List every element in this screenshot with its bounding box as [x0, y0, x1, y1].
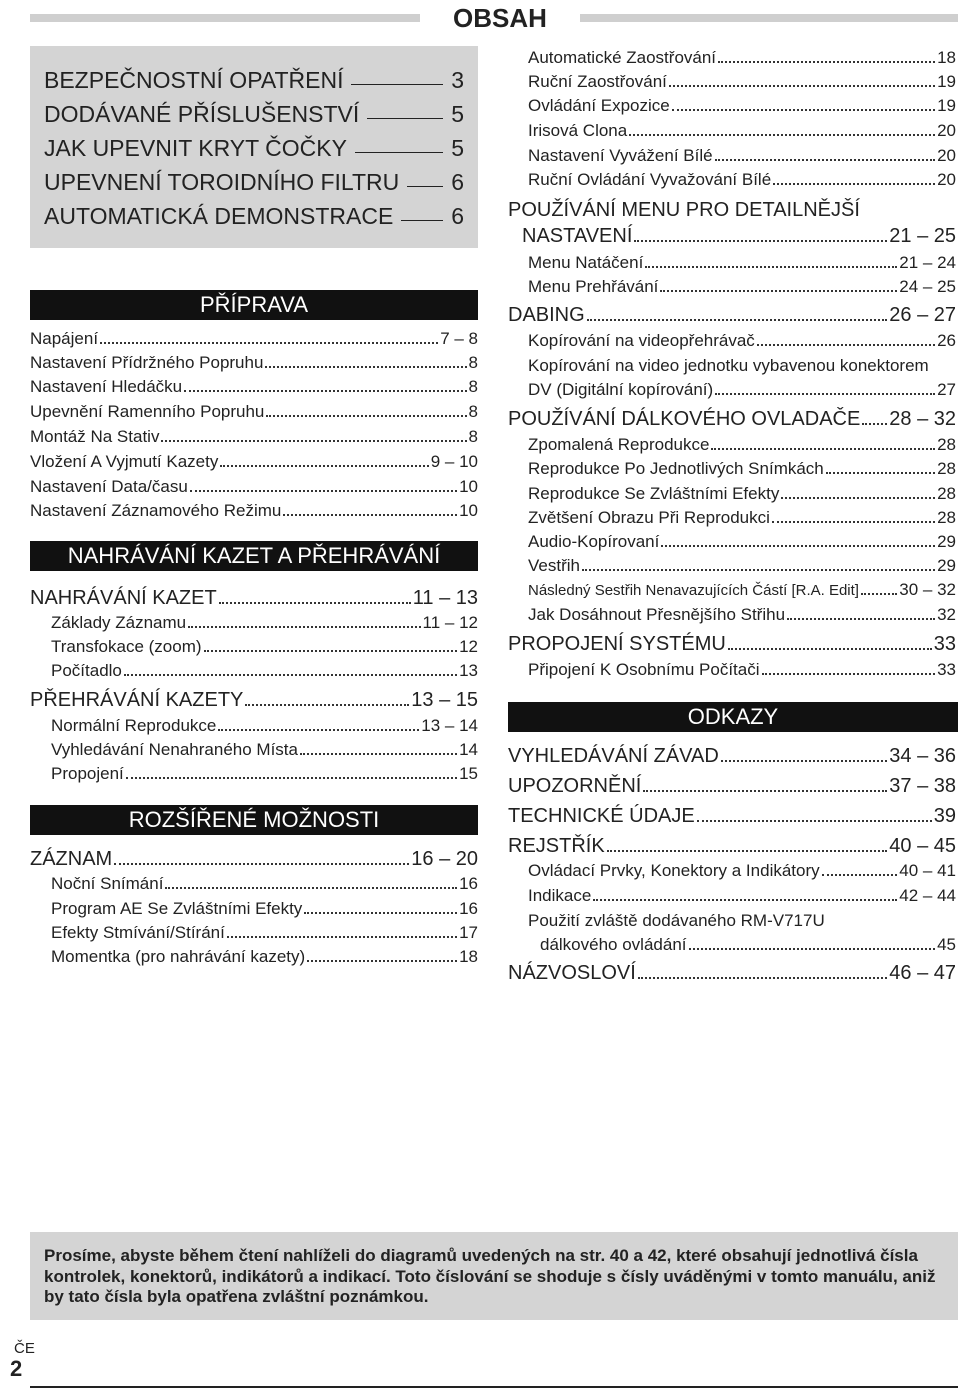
- toc-label: Noční Snímání: [51, 874, 164, 893]
- toc-entry[interactable]: [528, 169, 956, 193]
- toc-page: 33: [937, 660, 956, 679]
- toc-page: 21 – 25: [889, 225, 956, 247]
- toc-entry[interactable]: [528, 434, 956, 458]
- toc-entry[interactable]: [528, 458, 956, 482]
- toc-page: 27: [937, 380, 956, 399]
- toc-group-label[interactable]: POUŽÍVÁNÍ MENU PRO DETAILNĚJŠÍ: [508, 199, 860, 221]
- toc-label: NASTAVENÍ: [522, 225, 633, 247]
- toc-entry[interactable]: [44, 166, 464, 196]
- toc-page: 9 – 10: [430, 452, 478, 471]
- toc-entry-label[interactable]: Kopírování na video jednotku vybavenou konektorem: [528, 356, 929, 375]
- toc-entry[interactable]: [51, 922, 478, 946]
- toc-entry-label[interactable]: Použití zvláště dodávaného RM-V717U: [528, 911, 825, 930]
- toc-page: 16: [459, 874, 478, 893]
- toc-label: Počítadlo: [51, 661, 122, 680]
- toc-label: Vložení A Vyjmutí Kazety: [30, 452, 219, 471]
- toc-group-entry[interactable]: [30, 847, 478, 873]
- toc-page: 46 – 47: [889, 962, 956, 984]
- toc-label: Následný Sestřih Nenavazujících Částí [R.A. Edit]: [528, 582, 859, 599]
- toc-group-entry[interactable]: [508, 744, 956, 770]
- toc-group-entry[interactable]: [522, 224, 956, 250]
- toc-label: Ovládání Expozice: [528, 96, 670, 115]
- toc-group-entry[interactable]: [508, 961, 956, 987]
- toc-label: UPEVNENÍ TOROIDNÍHO FILTRU: [44, 169, 400, 195]
- toc-page: 3: [451, 67, 464, 93]
- toc-entry[interactable]: [528, 330, 956, 354]
- toc-page: 37 – 38: [889, 775, 956, 797]
- toc-page: 28: [937, 459, 956, 478]
- note-text: Prosíme, abyste během čtení nahlíželi do diagramů uvedených na str. 40 a 42, které obsahují jednotlivá čísla kontrolek, konektorů, indikátorů a indikací. Toto číslování se shoduje s čísly uváděnými v tomto manuálu, aniž by tato čísla byla opatřena zvláštní poznámkou.: [44, 1246, 936, 1306]
- section-heading-odkazy: ODKAZY: [508, 702, 958, 732]
- toc-page: 15: [459, 764, 478, 783]
- toc-entry[interactable]: [528, 659, 956, 683]
- toc-entry[interactable]: [528, 95, 956, 119]
- toc-label: Nastavení Záznamového Režimu: [30, 501, 282, 520]
- toc-label: Efekty Stmívání/Stírání: [51, 923, 225, 942]
- toc-label: Automatické Zaostřování: [528, 48, 717, 67]
- toc-label: Momentka (pro nahrávání kazety): [51, 947, 306, 966]
- toc-page: 29: [937, 556, 956, 575]
- toc-page: 28: [937, 435, 956, 454]
- note-box: [30, 1232, 958, 1320]
- toc-page: 18: [459, 947, 478, 966]
- toc-entry[interactable]: [30, 476, 478, 500]
- toc-page: 5: [451, 101, 464, 127]
- toc-page: 21 – 24: [899, 253, 956, 272]
- toc-page: 18: [937, 48, 956, 67]
- toc-page: 30 – 32: [899, 580, 956, 599]
- page-number: 2: [10, 1356, 23, 1381]
- toc-group-entry[interactable]: [30, 586, 478, 612]
- toc-entry[interactable]: [528, 555, 956, 579]
- toc-entry[interactable]: [528, 276, 956, 300]
- toc-page: 28: [937, 484, 956, 503]
- toc-label: Napájení: [30, 329, 99, 348]
- toc-page: 20: [937, 121, 956, 140]
- toc-entry[interactable]: [51, 946, 478, 970]
- toc-entry[interactable]: [528, 47, 956, 71]
- section-heading-rozsirene: ROZŠÍŘENÉ MOŽNOSTI: [30, 805, 478, 835]
- toc-label: Ruční Zaostřování: [528, 72, 667, 91]
- toc-page: 11 – 13: [412, 587, 478, 609]
- toc-label: Připojení K Osobnímu Počítači: [528, 660, 760, 679]
- page-title: OBSAH: [420, 0, 580, 34]
- section-heading-nahravani: NAHRÁVÁNÍ KAZET A PŘEHRÁVÁNÍ: [30, 541, 478, 571]
- toc-page: 16: [459, 899, 478, 918]
- toc-label: PŘEHRÁVÁNÍ KAZETY: [30, 689, 244, 711]
- toc-entry[interactable]: [30, 401, 478, 425]
- toc-entry[interactable]: [528, 531, 956, 555]
- footer-rule: [30, 1386, 958, 1388]
- toc-label: Menu Prehřávání: [528, 277, 659, 296]
- toc-label: Jak Dosáhnout Přesnějšího Střihu: [528, 605, 786, 624]
- toc-page: 26: [937, 331, 956, 350]
- toc-label: NÁZVOSLOVÍ: [508, 962, 636, 984]
- toc-label: Nastavení Vyvážení Bílé: [528, 146, 713, 165]
- toc-label: Montáž Na Stativ: [30, 427, 160, 446]
- toc-page: 39: [933, 805, 956, 827]
- toc-page: 19: [937, 72, 956, 91]
- toc-label: TECHNICKÉ ÚDAJE: [508, 805, 695, 827]
- toc-label: VYHLEDÁVÁNÍ ZÁVAD: [508, 745, 719, 767]
- toc-entry[interactable]: [30, 376, 478, 400]
- toc-page: 33: [933, 633, 956, 655]
- toc-label: Audio-Kopírovaní: [528, 532, 660, 551]
- toc-entry[interactable]: [30, 328, 478, 352]
- toc-label: DABING: [508, 304, 585, 326]
- toc-group-entry[interactable]: [30, 688, 478, 714]
- toc-page: 16 – 20: [411, 848, 478, 870]
- toc-entry[interactable]: [528, 507, 956, 531]
- toc-page: 20: [937, 170, 956, 189]
- toc-page: 26 – 27: [889, 304, 956, 326]
- toc-entry[interactable]: [51, 612, 478, 636]
- toc-entry[interactable]: [51, 715, 478, 739]
- toc-label: Základy Záznamu: [51, 613, 187, 632]
- toc-entry[interactable]: [51, 763, 478, 787]
- toc-entry[interactable]: [528, 580, 956, 604]
- toc-page: 19: [937, 96, 956, 115]
- toc-label: REJSTŘÍK: [508, 835, 605, 857]
- toc-group-entry[interactable]: [508, 774, 956, 800]
- toc-entry[interactable]: [44, 64, 464, 94]
- toc-label: Vestřih: [528, 556, 580, 575]
- toc-label: Normální Reprodukce: [51, 716, 217, 735]
- toc-page: 28 – 32: [889, 408, 956, 430]
- toc-label: Nastavení Data/času: [30, 477, 188, 496]
- toc-label: POUŽÍVÁNÍ DÁLKOVÉHO OVLADAČE: [508, 408, 861, 430]
- toc-page: 5: [451, 135, 464, 161]
- toc-label: Reprodukce Po Jednotlivých Snímkách: [528, 459, 824, 478]
- toc-page: 8: [468, 427, 478, 446]
- toc-entry[interactable]: [51, 898, 478, 922]
- toc-page: 29: [937, 532, 956, 551]
- toc-label: Nastavení Přídržného Popruhu: [30, 353, 264, 372]
- toc-label: JAK UPEVNIT KRYT ČOČKY: [44, 135, 347, 161]
- toc-page: 32: [937, 605, 956, 624]
- toc-entry[interactable]: [30, 500, 478, 524]
- toc-page: 10: [459, 477, 478, 496]
- toc-group-entry[interactable]: [508, 632, 956, 658]
- toc-entry[interactable]: [528, 604, 956, 628]
- toc-page: 6: [451, 169, 464, 195]
- toc-page: 34 – 36: [889, 745, 956, 767]
- toc-label: dálkového ovládání: [540, 935, 687, 954]
- toc-page: 40 – 41: [899, 861, 956, 880]
- toc-page: 24 – 25: [899, 277, 956, 296]
- toc-group-entry[interactable]: [508, 407, 956, 433]
- toc-page: 6: [451, 203, 464, 229]
- toc-label: AUTOMATICKÁ DEMONSTRACE: [44, 203, 394, 229]
- toc-page: 11 – 12: [422, 613, 478, 632]
- toc-label: DV (Digitální kopírování): [528, 380, 714, 399]
- toc-label: Upevnění Ramenního Popruhu: [30, 402, 265, 421]
- toc-label: Kopírování na videopřehrávač: [528, 331, 755, 350]
- toc-page: 13: [459, 661, 478, 680]
- toc-label: Indikace: [528, 886, 592, 905]
- toc-entry[interactable]: [44, 132, 464, 162]
- toc-label: Zvětšení Obrazu Při Reprodukci: [528, 508, 770, 527]
- toc-entry[interactable]: [30, 352, 478, 376]
- toc-page: 14: [459, 740, 478, 759]
- toc-entry[interactable]: [528, 145, 956, 169]
- toc-entry[interactable]: [528, 120, 956, 144]
- toc-page: 45: [937, 935, 956, 954]
- toc-label: DODÁVANÉ PŘÍSLUŠENSTVÍ: [44, 101, 360, 127]
- toc-label: Ruční Ovládání Vyvažování Bílé: [528, 170, 772, 189]
- toc-page: 10: [459, 501, 478, 520]
- toc-entry[interactable]: [528, 483, 956, 507]
- toc-group-entry[interactable]: [508, 303, 956, 329]
- toc-entry[interactable]: [528, 860, 956, 884]
- toc-page: 40 – 45: [889, 835, 956, 857]
- language-code: ČE: [14, 1340, 35, 1357]
- toc-label: Zpomalená Reprodukce: [528, 435, 710, 454]
- toc-page: 42 – 44: [899, 886, 956, 905]
- toc-label: Vyhledávání Nenahraného Místa: [51, 740, 298, 759]
- toc-entry[interactable]: [528, 71, 956, 95]
- toc-group-entry[interactable]: [508, 804, 956, 830]
- toc-entry[interactable]: [51, 873, 478, 897]
- toc-label: Propojení: [51, 764, 124, 783]
- toc-entry[interactable]: [44, 200, 464, 230]
- toc-group-entry[interactable]: [508, 834, 956, 860]
- toc-page: 28: [937, 508, 956, 527]
- toc-entry[interactable]: [51, 636, 478, 660]
- toc-page: 7 – 8: [440, 329, 478, 348]
- toc-entry[interactable]: [30, 451, 478, 475]
- toc-label: NAHRÁVÁNÍ KAZET: [30, 587, 217, 609]
- toc-page: 12: [459, 637, 478, 656]
- toc-label: Irisová Clona: [528, 121, 628, 140]
- toc-label: Transfokace (zoom): [51, 637, 202, 656]
- toc-page: 13 – 15: [411, 689, 478, 711]
- toc-entry[interactable]: [540, 934, 956, 958]
- toc-label: Menu Natáčení: [528, 253, 644, 272]
- toc-label: BEZPEČNOSTNÍ OPATŘENÍ: [44, 67, 344, 93]
- toc-entry[interactable]: [528, 252, 956, 276]
- toc-entry[interactable]: [51, 660, 478, 684]
- toc-label: Nastavení Hledáčku: [30, 377, 183, 396]
- toc-page: 20: [937, 146, 956, 165]
- toc-entry[interactable]: [528, 885, 956, 909]
- intro-box: [30, 46, 478, 248]
- toc-page: 17: [459, 923, 478, 942]
- toc-label: PROPOJENÍ SYSTÉMU: [508, 633, 726, 655]
- toc-page: 13 – 14: [421, 716, 478, 735]
- toc-entry[interactable]: [30, 426, 478, 450]
- toc-label: Reprodukce Se Zvláštními Efekty: [528, 484, 780, 503]
- section-heading-priprava: PŘÍPRAVA: [30, 290, 478, 320]
- toc-page: 8: [468, 377, 478, 396]
- toc-label: ZÁZNAM: [30, 848, 113, 870]
- toc-entry[interactable]: [44, 98, 464, 128]
- toc-label: Ovládací Prvky, Konektory a Indikátory: [528, 861, 820, 880]
- toc-entry[interactable]: [51, 739, 478, 763]
- toc-page: 8: [468, 402, 478, 421]
- toc-page: 8: [468, 353, 478, 372]
- toc-label: Program AE Se Zvláštními Efekty: [51, 899, 303, 918]
- toc-entry[interactable]: [528, 379, 956, 403]
- toc-label: UPOZORNĚNÍ: [508, 775, 642, 797]
